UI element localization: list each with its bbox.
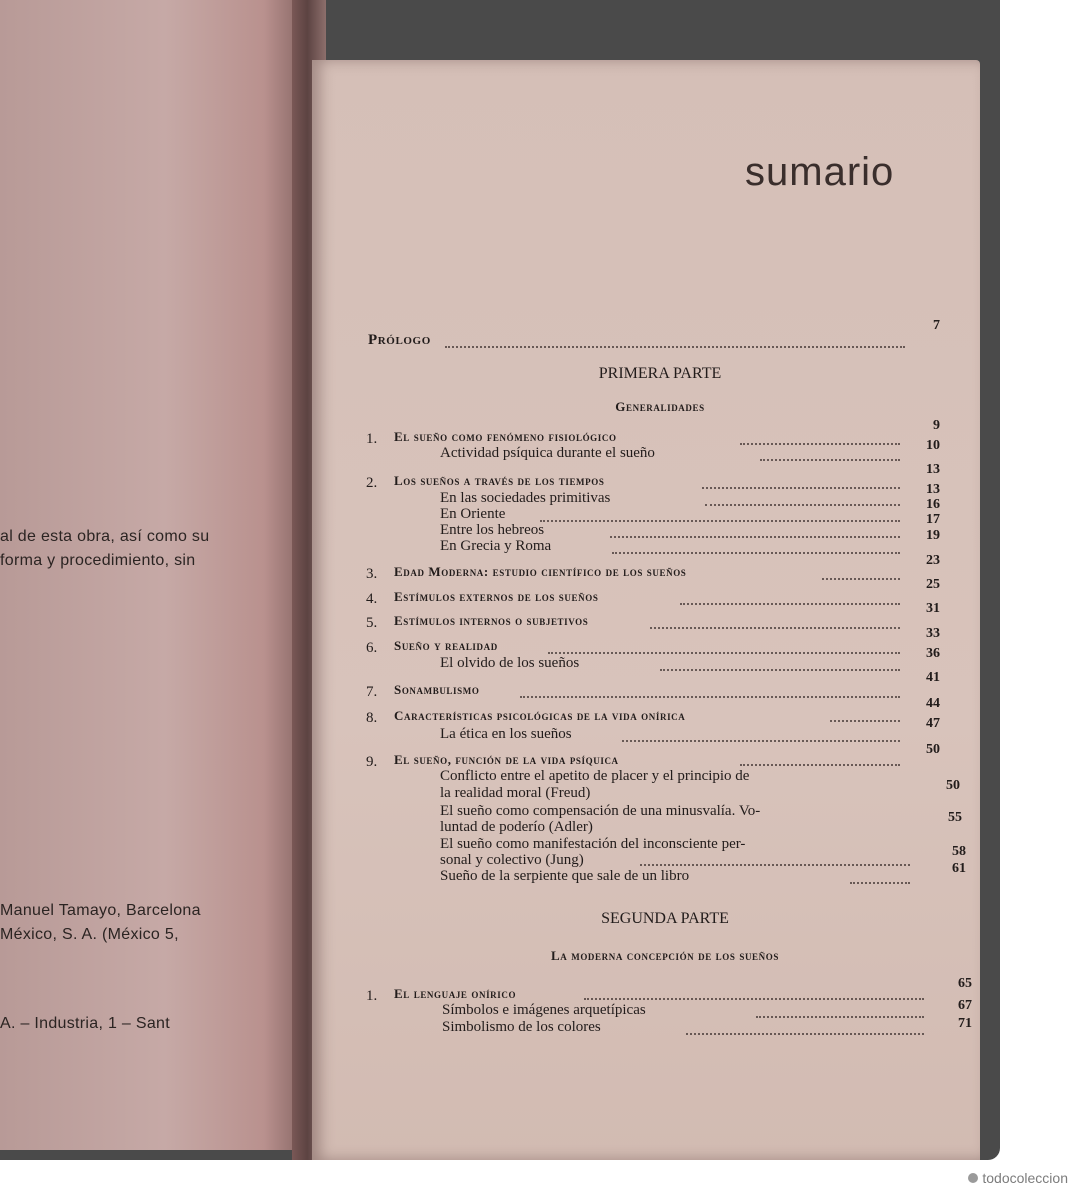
toc-leader	[610, 534, 900, 538]
toc-leader	[660, 667, 900, 671]
watermark	[968, 1170, 1068, 1186]
toc-page: 13	[926, 482, 940, 497]
toc-page: 61	[952, 861, 966, 876]
toc-page: 7	[933, 318, 940, 333]
toc-leader	[705, 502, 900, 506]
watermark-dot-icon	[968, 1173, 978, 1183]
toc-leader	[445, 344, 905, 348]
toc-entry: Símbolos e imágenes arquetípicas	[442, 1002, 646, 1018]
toc-page: 67	[958, 998, 972, 1013]
toc-entry: El sueño como manifestación del inconsciente per-	[440, 836, 746, 852]
toc-leader	[702, 485, 900, 489]
watermark-text: todocoleccion	[982, 1170, 1068, 1186]
toc-num: 1.	[366, 431, 378, 447]
toc-page: 71	[958, 1016, 972, 1031]
toc-page: 19	[926, 528, 940, 543]
toc-num: 4.	[366, 591, 378, 607]
toc-entry: Los sueños a través de los tiempos	[394, 473, 605, 488]
toc-entry: Edad Moderna: estudio científico de los sueños	[394, 564, 687, 579]
page-title: sumario	[745, 150, 895, 194]
toc-entry: Sonambulismo	[394, 682, 480, 697]
toc-entry: Actividad psíquica durante el sueño	[440, 445, 655, 461]
toc-page: 10	[926, 438, 940, 453]
toc-leader	[540, 518, 900, 522]
left-text-line: Manuel Tamayo, Barcelona	[0, 902, 201, 919]
toc-entry: La ética en los sueños	[440, 726, 572, 742]
left-page	[0, 0, 300, 1150]
toc-leader	[822, 576, 900, 580]
toc-num: 6.	[366, 640, 378, 656]
toc-entry: En Grecia y Roma	[440, 538, 552, 554]
part-subtitle: La moderna concepción de los sueños	[551, 948, 779, 963]
toc-page: 17	[926, 512, 940, 527]
toc-leader	[548, 650, 900, 654]
toc-leader	[520, 694, 900, 698]
toc-leader	[756, 1014, 924, 1018]
toc-entry: Sueño de la serpiente que sale de un libro	[440, 868, 690, 884]
toc-leader	[650, 625, 900, 629]
toc-page: 50	[926, 742, 940, 757]
toc-page: 36	[926, 646, 940, 661]
part-title: SEGUNDA PARTE	[601, 910, 729, 927]
toc-leader	[850, 880, 910, 884]
toc-entry: Características psicológicas de la vida onírica	[394, 708, 686, 723]
toc-num: 9.	[366, 754, 378, 770]
toc-entry: Conflicto entre el apetito de placer y el principio de	[440, 768, 750, 784]
toc-page: 9	[933, 418, 940, 433]
toc-leader	[680, 601, 900, 605]
toc-page: 23	[926, 553, 940, 568]
toc-leader	[584, 996, 924, 1000]
toc-entry: El sueño como fenómeno fisiológico	[394, 429, 617, 444]
toc-num: 7.	[366, 684, 378, 700]
toc-entry: El sueño, función de la vida psíquica	[394, 752, 619, 767]
left-text-line: A. – Industria, 1 – Sant	[0, 1015, 170, 1032]
toc-page: 47	[926, 716, 940, 731]
toc-entry: Estímulos internos o subjetivos	[394, 613, 589, 628]
toc-leader	[612, 550, 900, 554]
toc-leader	[740, 441, 900, 445]
toc-page: 58	[952, 844, 966, 859]
toc-page: 25	[926, 577, 940, 592]
toc-page: 33	[926, 626, 940, 641]
toc-page: 50	[946, 778, 960, 793]
toc-leader	[830, 718, 900, 722]
left-text-line: México, S. A. (México 5,	[0, 926, 179, 943]
toc-leader	[740, 762, 900, 766]
toc-entry-continued: luntad de poderío (Adler)	[440, 819, 593, 835]
toc-num: 1.	[366, 988, 378, 1004]
left-text-line: forma y procedimiento, sin	[0, 552, 196, 569]
toc-entry: El sueño como compensación de una minusvalía. Vo-	[440, 803, 761, 819]
toc-page: 31	[926, 601, 940, 616]
toc-leader	[640, 862, 910, 866]
toc-entry-continued: la realidad moral (Freud)	[440, 785, 591, 801]
toc-num: 5.	[366, 615, 378, 631]
part-title: PRIMERA PARTE	[598, 365, 722, 382]
toc-entry: En Oriente	[440, 506, 506, 522]
toc-num: 2.	[366, 475, 378, 491]
toc-num: 8.	[366, 710, 378, 726]
toc-entry: El lenguaje onírico	[394, 986, 517, 1001]
part-subtitle: Generalidades	[615, 399, 705, 414]
toc-leader	[760, 457, 900, 461]
toc-page: 16	[926, 497, 940, 512]
toc-entry: Sueño y realidad	[394, 638, 498, 653]
toc-entry: El olvido de los sueños	[440, 655, 580, 671]
toc-page: 65	[958, 976, 972, 991]
toc-page: 55	[948, 810, 962, 825]
toc-entry: En las sociedades primitivas	[440, 490, 611, 506]
toc-leader	[622, 738, 900, 742]
toc-page: 13	[926, 462, 940, 477]
left-text-line: al de esta obra, así como su	[0, 528, 210, 545]
toc-entry: Entre los hebreos	[440, 522, 545, 538]
toc-entry-continued: sonal y colectivo (Jung)	[440, 852, 584, 868]
toc-page: 44	[926, 696, 940, 711]
toc-prologo-label: Prólogo	[368, 332, 431, 348]
toc-leader	[686, 1031, 924, 1035]
toc-entry: Simbolismo de los colores	[442, 1019, 601, 1035]
toc-page: 41	[926, 670, 940, 685]
toc-entry: Estímulos externos de los sueños	[394, 589, 599, 604]
toc-num: 3.	[366, 566, 378, 582]
